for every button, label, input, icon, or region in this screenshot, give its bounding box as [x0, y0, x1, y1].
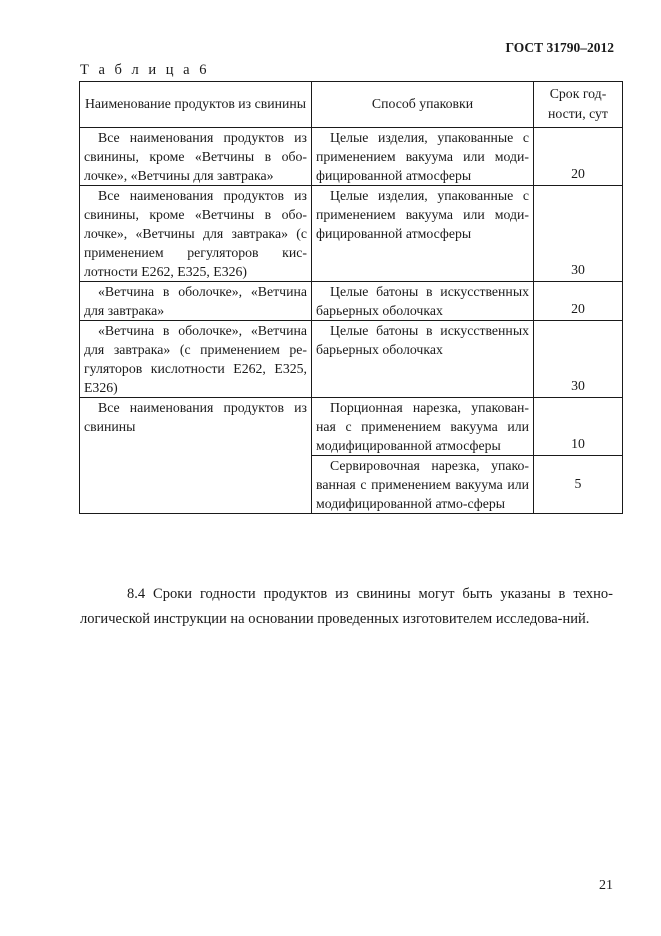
packaging-cell: Порционная нарезка, упакован-ная с применением вакуума или модифицированной атмосферы — [312, 398, 534, 456]
shelf-life-cell: 30 — [534, 186, 623, 282]
column-header-shelf-life: Срок год-ности, сут — [534, 82, 623, 128]
packaging-cell: Целые батоны в искусственных барьерных оболочках — [312, 321, 534, 398]
packaging-cell: Целые батоны в искусственных барьерных оболочках — [312, 282, 534, 321]
column-header-packaging: Способ упаковки — [312, 82, 534, 128]
table-row — [80, 321, 623, 398]
table-row — [80, 186, 623, 282]
shelf-life-cell: 20 — [534, 128, 623, 186]
product-name-cell: Все наименования продуктов из свинины — [80, 398, 312, 514]
shelf-life-table — [79, 81, 623, 514]
table-header-row — [80, 82, 623, 128]
table-caption: Т а б л и ц а 6 — [80, 62, 210, 78]
shelf-life-cell: 10 — [534, 398, 623, 456]
table-row — [80, 282, 623, 321]
packaging-cell: Целые изделия, упакованные с применением вакуума или моди-фицированной атмосферы — [312, 128, 534, 186]
shelf-life-cell: 30 — [534, 321, 623, 398]
product-name-cell: «Ветчина в оболочке», «Ветчина для завтрака» (с применением ре-гуляторов кислотности Е262, Е325, Е326) — [80, 321, 312, 398]
shelf-life-cell: 20 — [534, 282, 623, 321]
section-8-4-paragraph: 8.4 Сроки годности продуктов из свинины могут быть указаны в техно-логической инструкции на основании проведенных изготовителем исследова-ний. — [80, 585, 613, 627]
packaging-cell: Целые изделия, упакованные с применением вакуума или моди-фицированной атмосферы — [312, 186, 534, 282]
packaging-cell: Сервировочная нарезка, упако-ванная с применением вакуума или модифицированной атмо-сферы — [312, 456, 534, 514]
product-name-cell: Все наименования продуктов из свинины, кроме «Ветчины в обо-лочке», «Ветчины для завтрака» — [80, 128, 312, 186]
product-name-cell: Все наименования продуктов из свинины, кроме «Ветчины в обо-лочке», «Ветчины для завтрака» (с применением регуляторов кис-лотности Е262, Е325, Е326) — [80, 186, 312, 282]
table-row — [80, 398, 623, 456]
column-header-name: Наименование продуктов из свинины — [80, 82, 312, 128]
shelf-life-cell: 5 — [534, 456, 623, 514]
product-name-cell: «Ветчина в оболочке», «Ветчина для завтрака» — [80, 282, 312, 321]
standard-header: ГОСТ 31790–2012 — [505, 40, 614, 55]
page-number: 21 — [599, 878, 613, 893]
table-row — [80, 128, 623, 186]
